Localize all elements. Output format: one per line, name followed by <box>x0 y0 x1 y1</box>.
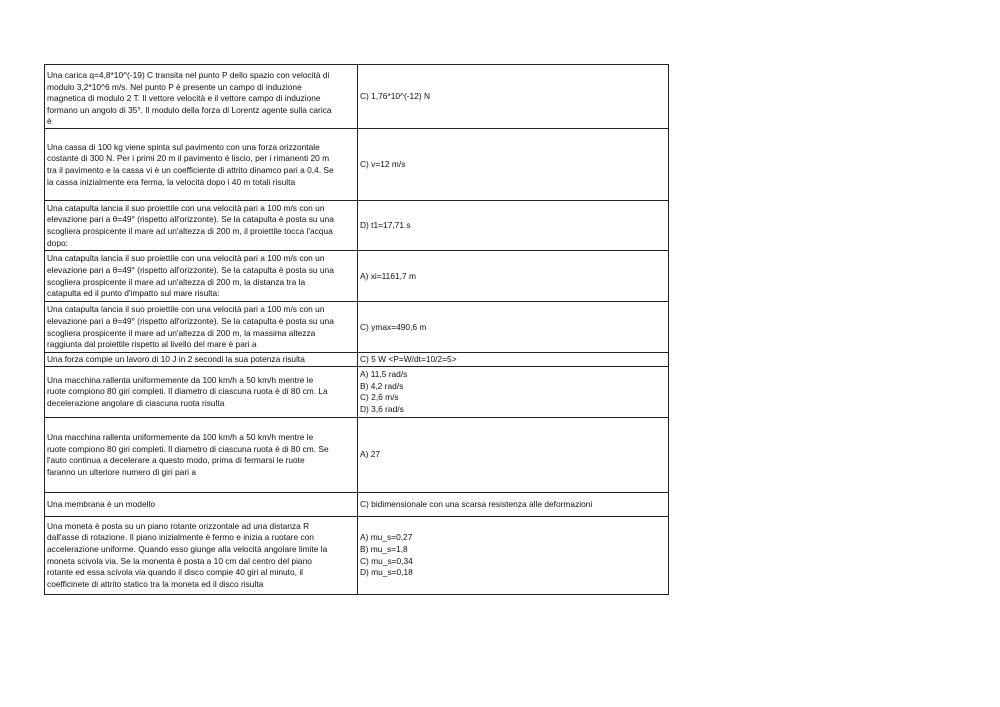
question-text: formano un angolo di 35°. Il modulo della forza di Lorentz agente sulla carica <box>47 104 332 115</box>
question-cell <box>45 251 358 302</box>
answer-text: D) t1=17,71 s <box>360 220 411 231</box>
answer-cell <box>358 492 669 516</box>
question-text: accelerazione uniforme. Quando esso giunge alla velocità angolare limite la <box>47 544 328 554</box>
question-text: l'auto continua a decelerare a questo modo, prima di fermarsi le ruote <box>47 455 305 466</box>
question-text: elevazione pari a θ=49° (rispetto all'orizzonte). Se la catapulta è posta su una <box>47 214 334 225</box>
answer-text: A) xi=1161,7 m <box>360 270 416 281</box>
question-text: Una forza compie un lavoro di 10 J in 2 secondi la sua potenza risulta <box>47 354 305 364</box>
answer-cell <box>358 516 669 594</box>
question-text: elevazione pari a θ=49° (rispetto all'orizzonte). Se la catapulta è posta su una <box>47 264 334 275</box>
question-text: Una macchina rallenta uniformemente da 100 km/h a 50 km/h mentre le <box>47 431 314 442</box>
question-text: è <box>47 116 52 127</box>
question-text: moneta scivola via. Se la monenta è posta a 10 cm dal centro del piano <box>47 555 312 566</box>
question-cell <box>45 492 358 516</box>
table-row <box>45 251 669 302</box>
answer-cell <box>358 251 669 302</box>
table-row <box>45 129 669 201</box>
question-text: tra il pavimento e la cassa vi è un coefficiente di attrito dinamco pari a 0,4. Se <box>47 165 334 175</box>
table-row <box>45 516 669 594</box>
answer-text: C) v=12 m/s <box>360 159 406 170</box>
table-row <box>45 353 669 367</box>
question-text: catapulta ed il punto d'impatto sul mare risulta: <box>47 288 220 299</box>
question-text: Una moneta è posta su un piano rotante orizzontale ad una distanza R <box>47 520 310 531</box>
question-cell <box>45 65 358 129</box>
answer-cell <box>358 65 669 129</box>
answer-text: C) bidimensionale con una scarsa resistenza alle deformazioni <box>360 498 593 509</box>
question-text: decelerazione angolare di ciascuna ruota risulta <box>47 397 225 408</box>
question-text: coefficinete di attrito statico tra la moneta ed il disco risulta <box>47 578 264 589</box>
question-cell <box>45 129 358 201</box>
question-text: faranno un ulteriore numero di giri pari a <box>47 466 196 477</box>
question-cell <box>45 353 358 367</box>
answer-text: D) mu_s=0,18 <box>360 567 413 578</box>
table-row <box>45 492 669 516</box>
question-text: costante di 300 N. Per i primi 20 m il pavimento è liscio, per i rimanenti 20 m <box>47 153 330 164</box>
answer-cell <box>358 366 669 417</box>
question-answer-table <box>44 64 669 595</box>
answer-cell <box>358 201 669 251</box>
question-text: rotante ed essa scivola via quando il disco compie 40 giri al minuto, il <box>47 567 304 578</box>
question-text: dall'asse di rotazione. Il piano inizialmente è fermo e inizia a ruotare con <box>47 532 314 543</box>
answer-text: C) mu_s=0,34 <box>360 555 413 566</box>
question-text: Una catapulta lancia il suo proiettile con una velocità pari a 100 m/s con un <box>47 304 325 315</box>
answer-text: C) 5 W <P=W/dt=10/2=5> <box>360 354 457 364</box>
question-text: Una carica q=4,8*10^(-19) C transita nel punto P dello spazio con velocità di <box>47 70 330 81</box>
answer-text: B) 4,2 rad/s <box>360 380 404 391</box>
question-text: elevazione pari a θ=49° (rispetto all'orizzonte). Se la catapulta è posta su una <box>47 315 334 326</box>
answer-text: C) 1,76*10^(-12) N <box>360 91 431 102</box>
question-text: ruote compiono 80 giri completi. Il diametro di ciascuna ruota è di 80 cm. La <box>47 386 328 397</box>
table-row <box>45 302 669 353</box>
answer-text: A) 11,5 rad/s <box>360 368 408 379</box>
answer-text: D) 3,6 rad/s <box>360 403 404 414</box>
question-text: Una catapulta lancia il suo proiettile con una velocità pari a 100 m/s con un <box>47 253 325 264</box>
answer-cell <box>358 302 669 353</box>
question-text: Una macchina rallenta uniformemente da 100 km/h a 50 km/h mentre le <box>47 374 314 385</box>
answer-text: C) ymax=490,6 m <box>360 321 427 332</box>
question-cell <box>45 201 358 251</box>
question-text: magnetica di modulo 2 T. Il vettore velocità e il vettore campo di induzione <box>47 93 321 104</box>
table-row <box>45 366 669 417</box>
answer-text: A) mu_s=0,27 <box>360 532 413 543</box>
question-text: la cassa inizialmente era ferma, la velocità dopo i 40 m totali risulta <box>47 176 296 187</box>
question-cell <box>45 516 358 594</box>
question-text: Una catapulta lancia il suo proiettile con una velocità pari a 100 m/s con un <box>47 202 325 213</box>
question-text: scogliera prospicente il mare ad un'altezza di 200 m, il proiettile tocca l'acqua <box>47 226 333 236</box>
answer-cell <box>358 129 669 201</box>
answer-text: A) 27 <box>360 449 381 460</box>
answer-text: C) 2,6 m/s <box>360 392 399 403</box>
question-cell <box>45 366 358 417</box>
question-text: modulo 3,2*10^6 m/s. Nel punto P è presente un campo di induzione <box>47 81 302 92</box>
answer-text: B) mu_s=1,8 <box>360 544 408 554</box>
question-cell <box>45 302 358 353</box>
question-text: scogliera prospicente il mare ad un'altezza di 200 m, la massima altezza <box>47 327 316 338</box>
question-text: Una membrana è un modello <box>47 498 156 509</box>
table-row <box>45 201 669 251</box>
answer-cell <box>358 353 669 367</box>
question-text: dopo: <box>47 237 68 248</box>
question-text: ruote compiono 80 giri completi. Il diametro di ciascuna ruota è di 80 cm. Se <box>47 443 329 454</box>
answer-cell <box>358 417 669 492</box>
question-text: scogliera prospicente il mare ad un'altezza di 200 m, la distanza tra la <box>47 276 306 287</box>
question-text: Una cassa di 100 kg viene spinta sul pavimento con una forza orizzontale <box>47 141 320 152</box>
question-text: raggiunta dal proiettile rispetto al livello del mare è pari a <box>47 339 257 350</box>
question-cell <box>45 417 358 492</box>
table-row <box>45 65 669 129</box>
table-row <box>45 417 669 492</box>
